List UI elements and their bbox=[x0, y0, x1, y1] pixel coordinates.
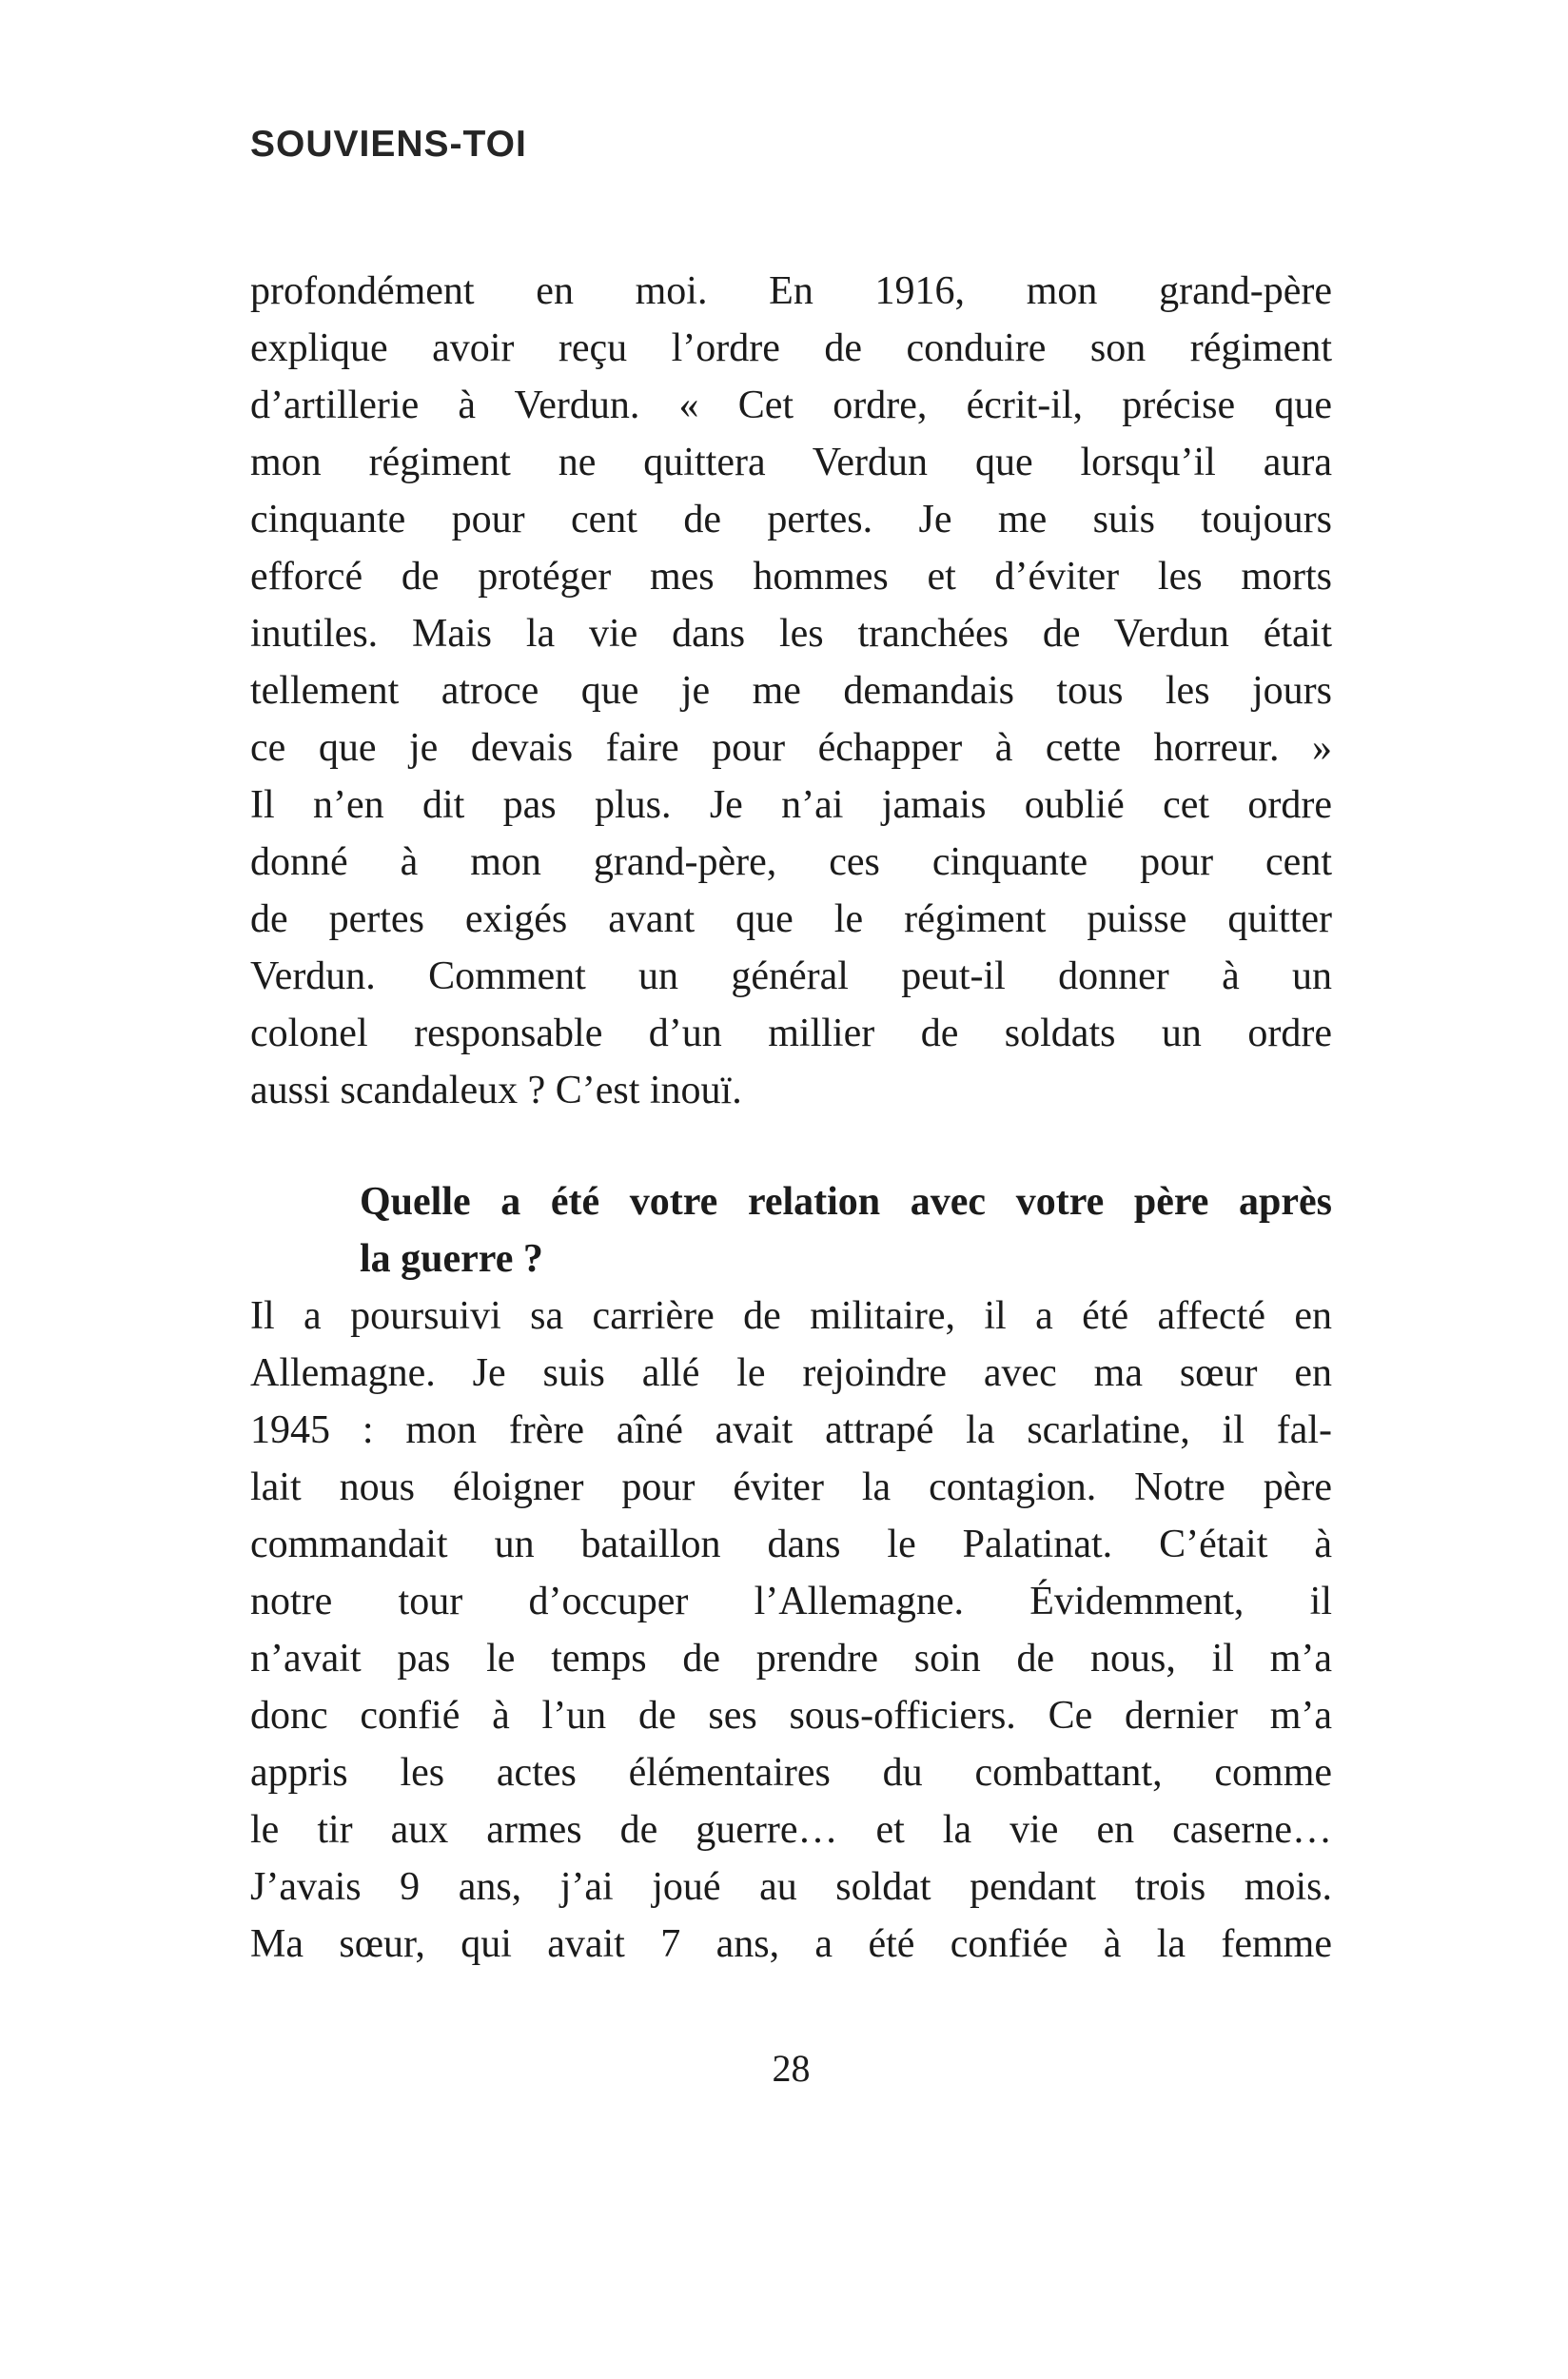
text-line: Verdun. Comment un général peut-il donner à un bbox=[250, 954, 1332, 998]
paragraph-answer bbox=[250, 1288, 1332, 1973]
question-line: Quelle a été votre relation avec votre père après bbox=[360, 1180, 1332, 1224]
text-line: J’avais 9 ans, j’ai joué au soldat pendant trois mois. bbox=[250, 1865, 1332, 1909]
text-line: explique avoir reçu l’ordre de conduire son régiment bbox=[250, 326, 1332, 370]
question-line: la guerre ? bbox=[360, 1237, 543, 1281]
text-line: mon régiment ne quittera Verdun que lorsqu’il aura bbox=[250, 441, 1332, 484]
text-line: Il a poursuivi sa carrière de militaire, il a été affecté en bbox=[250, 1294, 1332, 1338]
text-line: d’artillerie à Verdun. « Cet ordre, écrit-il, précise que bbox=[250, 383, 1332, 427]
text-line: le tir aux armes de guerre… et la vie en caserne… bbox=[250, 1808, 1332, 1852]
text-line: donné à mon grand-père, ces cinquante pour cent bbox=[250, 840, 1332, 884]
interview-question-heading bbox=[360, 1173, 1332, 1288]
text-line: inutiles. Mais la vie dans les tranchées de Verdun était bbox=[250, 612, 1332, 656]
text-line: appris les actes élémentaires du combattant, comme bbox=[250, 1751, 1332, 1795]
text-block bbox=[250, 263, 1332, 1973]
text-line: tellement atroce que je me demandais tous les jours bbox=[250, 669, 1332, 713]
text-line: efforcé de protéger mes hommes et d’éviter les morts bbox=[250, 555, 1332, 599]
text-line: notre tour d’occuper l’Allemagne. Évidemment, il bbox=[250, 1580, 1332, 1623]
text-line: aussi scandaleux ? C’est inouï. bbox=[250, 1069, 742, 1112]
text-line: Allemagne. Je suis allé le rejoindre avec ma sœur en bbox=[250, 1351, 1332, 1395]
paragraph-verdun bbox=[250, 263, 1332, 1119]
text-line: cinquante pour cent de pertes. Je me suis toujours bbox=[250, 498, 1332, 541]
text-line: ce que je devais faire pour échapper à cette horreur. » bbox=[250, 726, 1332, 770]
page-number: 28 bbox=[772, 2047, 811, 2090]
text-line: colonel responsable d’un millier de soldats un ordre bbox=[250, 1012, 1332, 1055]
text-line: de pertes exigés avant que le régiment puisse quitter bbox=[250, 897, 1332, 941]
text-line: lait nous éloigner pour éviter la contagion. Notre père bbox=[250, 1465, 1332, 1509]
text-line: profondément en moi. En 1916, mon grand-père bbox=[250, 269, 1332, 313]
text-line: Il n’en dit pas plus. Je n’ai jamais oublié cet ordre bbox=[250, 783, 1332, 827]
text-line: 1945 : mon frère aîné avait attrapé la scarlatine, il fal- bbox=[250, 1408, 1332, 1452]
text-line: commandait un bataillon dans le Palatinat. C’était à bbox=[250, 1523, 1332, 1566]
text-line: Ma sœur, qui avait 7 ans, a été confiée à la femme bbox=[250, 1922, 1332, 1966]
text-line: n’avait pas le temps de prendre soin de nous, il m’a bbox=[250, 1637, 1332, 1681]
text-line: donc confié à l’un de ses sous-officiers. Ce dernier m’a bbox=[250, 1694, 1332, 1738]
running-head: SOUVIENS-TOI bbox=[250, 124, 527, 165]
